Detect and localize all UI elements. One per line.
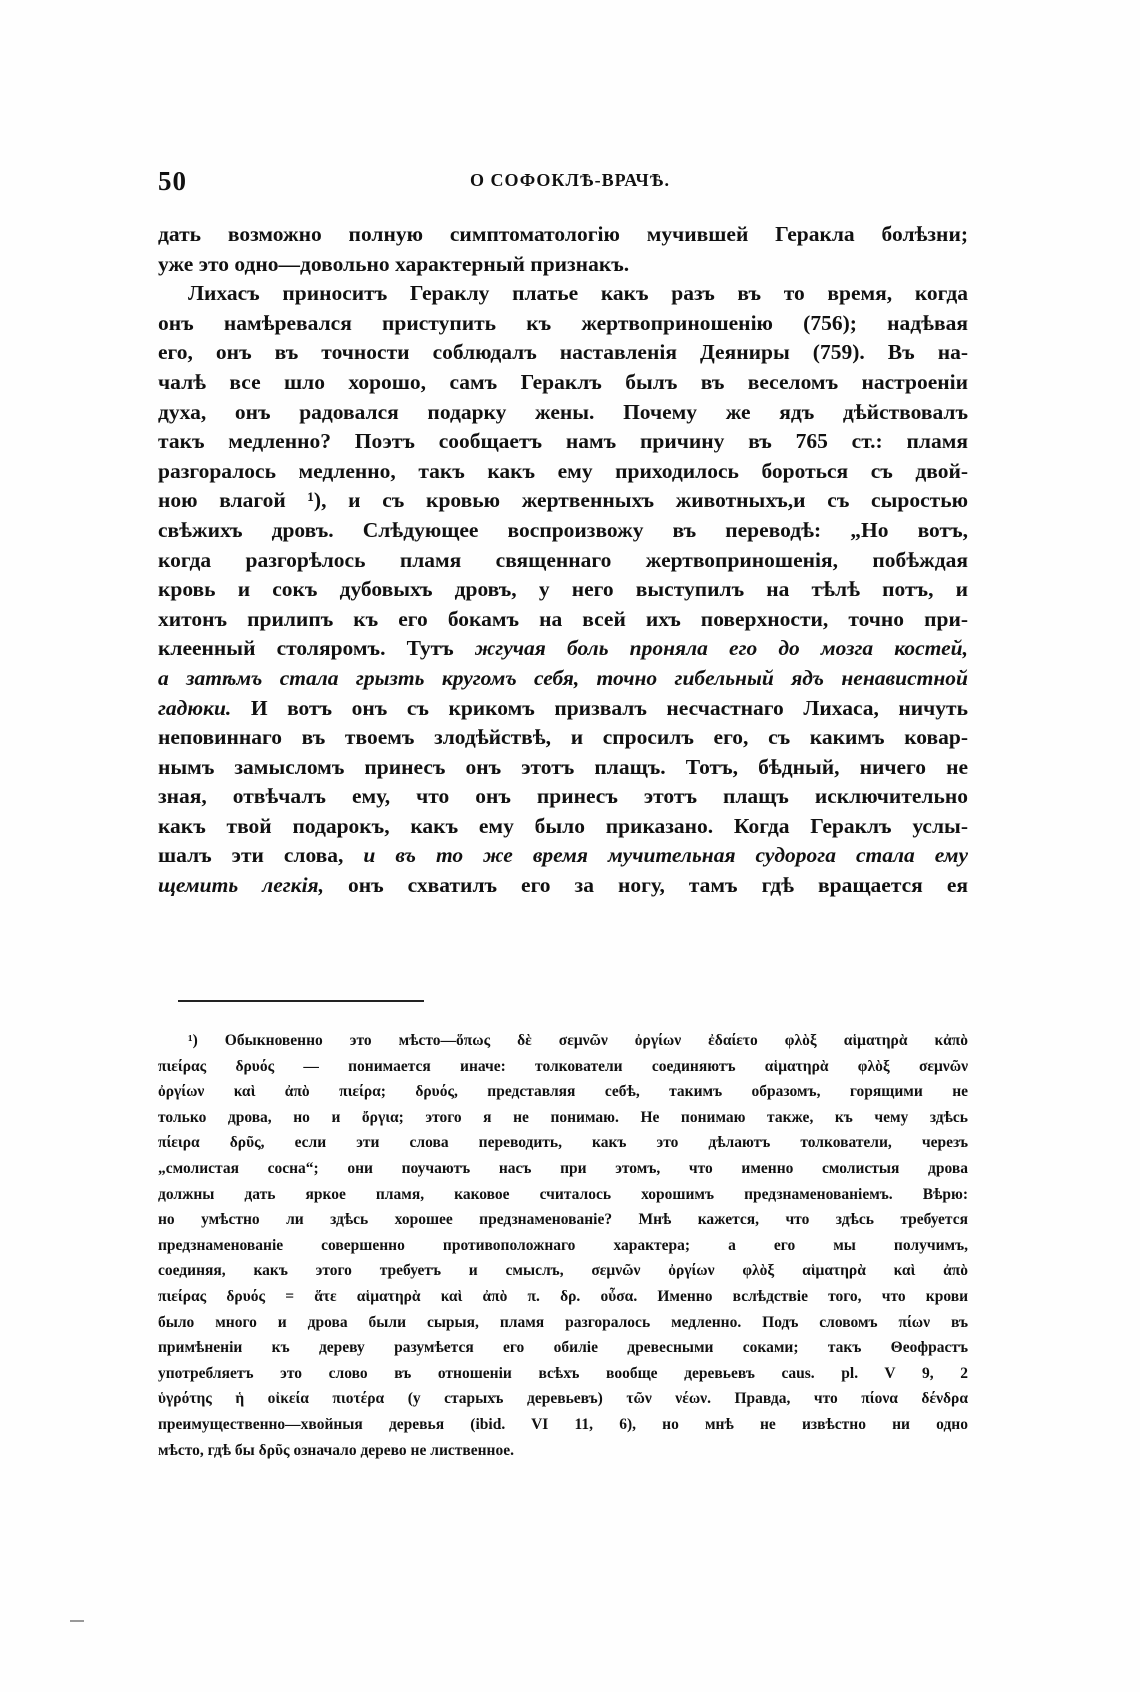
- text-line: [158, 664, 968, 694]
- footnote-line: πιείρας δρυός = ἅτε αἱματηρὰ καὶ ἀπὸ π. δρ. οὖσα. Именно вслѣдствіе того, что крови: [158, 1287, 968, 1305]
- italic-quote: жгучая боль проняла его до мозга костей,: [474, 636, 968, 661]
- footnote-line: но умѣстно ли здѣсь хорошее предзнаменованіе? Мнѣ кажется, что здѣсь требуется: [158, 1211, 968, 1229]
- text-line: онъ намѣревался приступить къ жертвоприношенію (756); надѣвая: [158, 310, 968, 335]
- text-line: [158, 841, 968, 871]
- text-line: такъ медленно? Поэтъ сообщаетъ намъ причину въ 765 ст.: пламя: [158, 429, 968, 454]
- text-line: [158, 694, 968, 724]
- footnote-line: предзнаменованіе совершенно противоположнаго характера; а его мы получимъ,: [158, 1236, 968, 1254]
- margin-mark: [70, 1620, 84, 1622]
- text-line: нымъ замысломъ принесъ онъ этотъ плащъ. Тотъ, бѣдный, ничего не: [158, 754, 968, 779]
- footnote-line: соединяя, какъ этого требуетъ и смыслъ, σεμνῶν ὀργίων φλὸξ αἱματηρὰ καὶ ἀπὸ: [158, 1262, 968, 1280]
- footnote-line: было много и дрова были сырыя, пламя разгоралось медленно. Подъ словомъ πίων въ: [158, 1313, 968, 1331]
- footnote-line: примѣненіи къ дереву разумѣется его обиліе древесными соками; такъ Θеофрастъ: [158, 1339, 968, 1357]
- text-segment: онъ схватилъ его за ногу, тамъ гдѣ вращается ея: [324, 873, 968, 898]
- text-segment: И вотъ онъ съ крикомъ призвалъ несчастнаго Лихаса, ничуть: [231, 695, 968, 720]
- text-line: свѣжихъ дровъ. Слѣдующее воспроизвожу въ переводѣ: „Но вотъ,: [158, 517, 968, 542]
- text-line: зная, отвѣчалъ ему, что онъ принесъ этотъ плащъ исключительно: [158, 784, 968, 809]
- footnote-line: ὀργίων καὶ ἀπὸ πιείρα; δρυός, представляя себѣ, такимъ образомъ, горящими не: [158, 1083, 968, 1101]
- italic-quote: щемить легкія,: [158, 873, 324, 898]
- text-line: Лихасъ приноситъ Гераклу платье какъ разъ въ то время, когда: [188, 281, 968, 306]
- italic-quote: и въ то же время мучительная судорога стала ему: [363, 843, 968, 868]
- text-line: неповиннаго въ твоемъ злодѣйствѣ, и спросилъ его, съ какимъ ковар-: [158, 725, 968, 750]
- text-line: духа, онъ радовался подарку жены. Почему же ядъ дѣйствовалъ: [158, 399, 968, 424]
- footnote-line: употребляетъ это слово въ отношеніи всѣхъ вообще деревьевъ caus. pl. V 9, 2: [158, 1364, 968, 1382]
- text-segment: шалъ эти слова,: [158, 843, 364, 868]
- footnote-separator: [178, 1000, 424, 1002]
- text-segment: клеенный столяромъ. Тутъ: [158, 636, 475, 661]
- footnote-line: πιείρας δρυός — понимается иначе: толкователи соединяютъ αἱματηρὰ φλὸξ σεμνῶν: [158, 1057, 968, 1075]
- italic-quote: гадюки.: [158, 695, 232, 720]
- footnote-line: πίειρα δρῦς, если эти слова переводить, какъ это дѣлаютъ толкователи, черезъ: [158, 1134, 968, 1152]
- footnote-line: должны дать яркое пламя, каковое считалось хорошимъ предзнаменованіемъ. Вѣрю:: [158, 1185, 968, 1203]
- text-line: хитонъ прилипъ къ его бокамъ на всей ихъ поверхности, точно при-: [158, 606, 968, 631]
- page-number: 50: [158, 166, 187, 196]
- text-line: когда разгорѣлось пламя священнаго жертвоприношенія, побѣждая: [158, 547, 968, 572]
- footnote-line: преимущественно—хвойныя деревья (ibid. VI 11, 6), но мнѣ не извѣстно ни одно: [158, 1415, 968, 1433]
- footnote-line: ὑγρότης ἡ οἰκεία πιοτέρα (у старыхъ деревьевъ) τῶν νέων. Правда, что πίονα δένδρα: [158, 1390, 968, 1408]
- text-line: его, онъ въ точности соблюдалъ наставленія Деяниры (759). Въ на-: [158, 340, 968, 365]
- italic-quote: а затѣмъ стала грызть кругомъ себя, точно гибельный ядъ ненавистной: [158, 665, 968, 690]
- text-line: [158, 871, 968, 901]
- text-line: кровь и сокъ дубовыхъ дровъ, у него выступилъ на тѣлѣ потъ, и: [158, 577, 968, 602]
- text-line: дать возможно полную симптоматологію мучившей Геракла болѣзни;: [158, 222, 968, 246]
- text-line: разгоралось медленно, такъ какъ ему приходилось бороться съ двой-: [158, 458, 968, 483]
- footnote-line: только дрова, но и ὄργια; этого я не понимаю. Не понимаю также, къ чему здѣсь: [158, 1108, 968, 1126]
- text-line: ною влагой ¹), и съ кровью жертвенныхъ животныхъ,и съ сыростью: [158, 488, 968, 513]
- footnotes: [158, 1028, 968, 1463]
- running-title: О СОФОКЛѢ-ВРАЧѢ.: [469, 170, 671, 190]
- footnote-line: „смолистая сосна“; они поучаютъ насъ при этомъ, что именно смолистыя дрова: [158, 1159, 968, 1177]
- text-line: чалѣ все шло хорошо, самъ Гераклъ былъ въ веселомъ настроеніи: [158, 369, 968, 394]
- main-text: [158, 220, 968, 901]
- footnote-line: ¹) Обыкновенно это мѣсто—ὅπως δὲ σεμνῶν ὀργίων ἐδαίετο φλὸξ αἱματηρὰ κἀπὸ: [188, 1032, 968, 1049]
- text-line: уже это одно—довольно характерный признакъ.: [158, 251, 630, 276]
- text-line: какъ твой подарокъ, какъ ему было приказано. Когда Гераклъ услы-: [158, 813, 968, 838]
- footnote-line: мѣсто, гдѣ бы δρῦς означало дерево не лиственное.: [158, 1441, 514, 1459]
- text-line: [158, 634, 968, 664]
